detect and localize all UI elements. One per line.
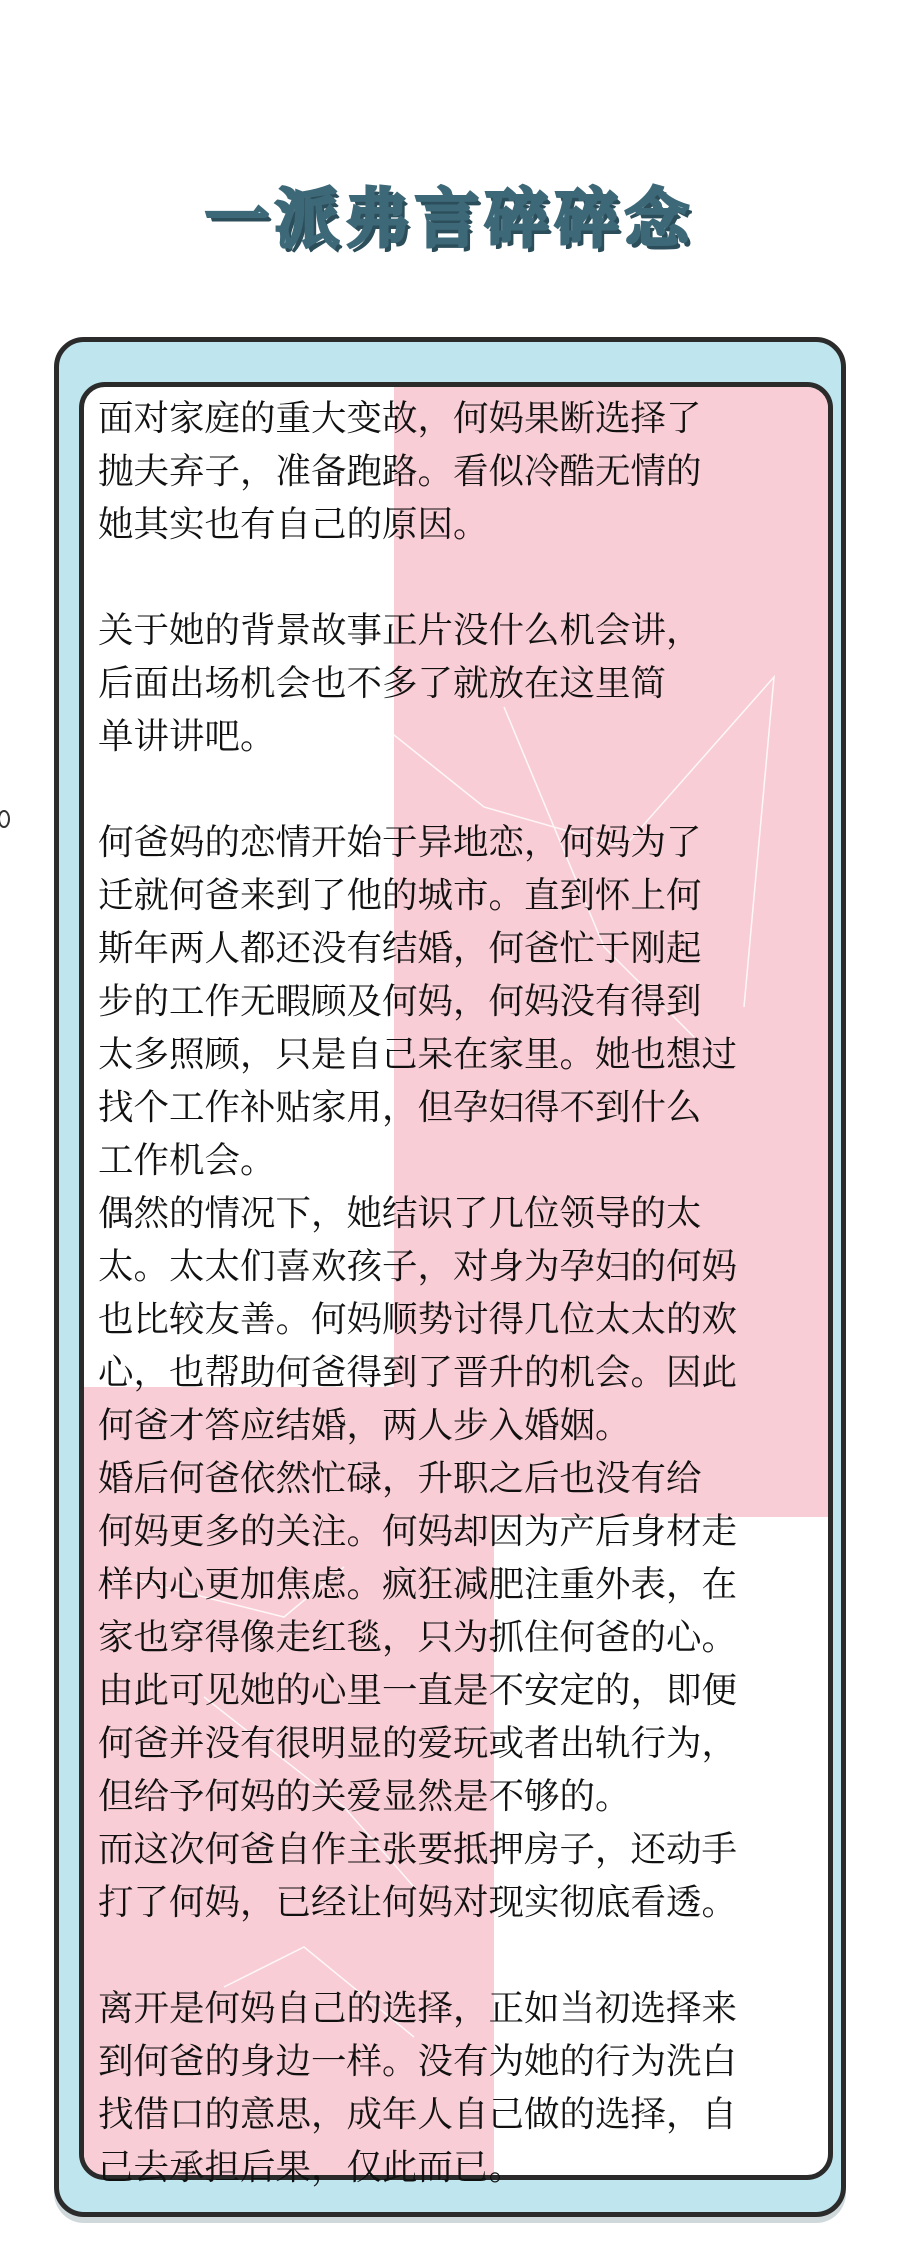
text-line: 找个工作补贴家用，但孕妇得不到什么: [98, 1087, 702, 1128]
text-line: 关于她的背景故事正片没什么机会讲，: [98, 610, 702, 651]
text-line: 面对家庭的重大变故，何妈果断选择了: [98, 398, 702, 439]
text-line: 单讲讲吧。: [98, 716, 276, 757]
paragraph-gap: [98, 1929, 843, 1982]
text-line: 偶然的情况下，她结识了几位领导的太: [98, 1193, 702, 1234]
article-text: [98, 392, 843, 2194]
text-line: 婚后何爸依然忙碌，升职之后也没有给: [98, 1458, 702, 1499]
text-line: 何爸并没有很明显的爱玩或者出轨行为，: [98, 1723, 738, 1764]
text-line: 抛夫弃子，准备跑路。看似冷酷无情的: [98, 451, 702, 492]
text-line: 打了何妈，已经让何妈对现实彻底看透。: [98, 1882, 738, 1923]
text-line: 家也穿得像走红毯，只为抓住何爸的心。: [98, 1617, 738, 1658]
text-line: 也比较友善。何妈顺势讨得几位太太的欢: [98, 1299, 738, 1340]
text-line: 何爸才答应结婚，两人步入婚姻。: [98, 1405, 631, 1446]
text-line: 太。太太们喜欢孩子，对身为孕妇的何妈: [98, 1246, 738, 1287]
text-line: 何妈更多的关注。何妈却因为产后身材走: [98, 1511, 738, 1552]
text-line: 工作机会。: [98, 1140, 276, 1181]
text-line: 己去承担后果，仅此而已。: [98, 2147, 525, 2188]
text-line: 找借口的意思，成年人自己做的选择，自: [98, 2094, 738, 2135]
text-line: 但给予何妈的关爱显然是不够的。: [98, 1776, 631, 1817]
paragraph-gap: [98, 551, 843, 604]
decorative-dot: [0, 810, 10, 828]
text-line: 离开是何妈自己的选择，正如当初选择来: [98, 1988, 738, 2029]
page-title: 一派弗言碎碎念: [205, 183, 695, 257]
paragraph-gap: [98, 763, 843, 816]
text-line: 太多照顾，只是自己呆在家里。她也想过: [98, 1034, 738, 1075]
text-line: 斯年两人都还没有结婚，何爸忙于刚起: [98, 928, 702, 969]
text-line: 后面出场机会也不多了就放在这里简: [98, 663, 667, 704]
text-line: 心，也帮助何爸得到了晋升的机会。因此: [98, 1352, 738, 1393]
text-line: 样内心更加焦虑。疯狂减肥注重外表，在: [98, 1564, 738, 1605]
text-line: 到何爸的身边一样。没有为她的行为洗白: [98, 2041, 738, 2082]
text-line: 迁就何爸来到了他的城市。直到怀上何: [98, 875, 702, 916]
text-line: 何爸妈的恋情开始于异地恋，何妈为了: [98, 822, 702, 863]
text-line: 而这次何爸自作主张要抵押房子，还动手: [98, 1829, 738, 1870]
text-line: 由此可见她的心里一直是不安定的，即便: [98, 1670, 738, 1711]
text-line: 她其实也有自己的原因。: [98, 504, 489, 545]
text-line: 步的工作无暇顾及何妈，何妈没有得到: [98, 981, 702, 1022]
